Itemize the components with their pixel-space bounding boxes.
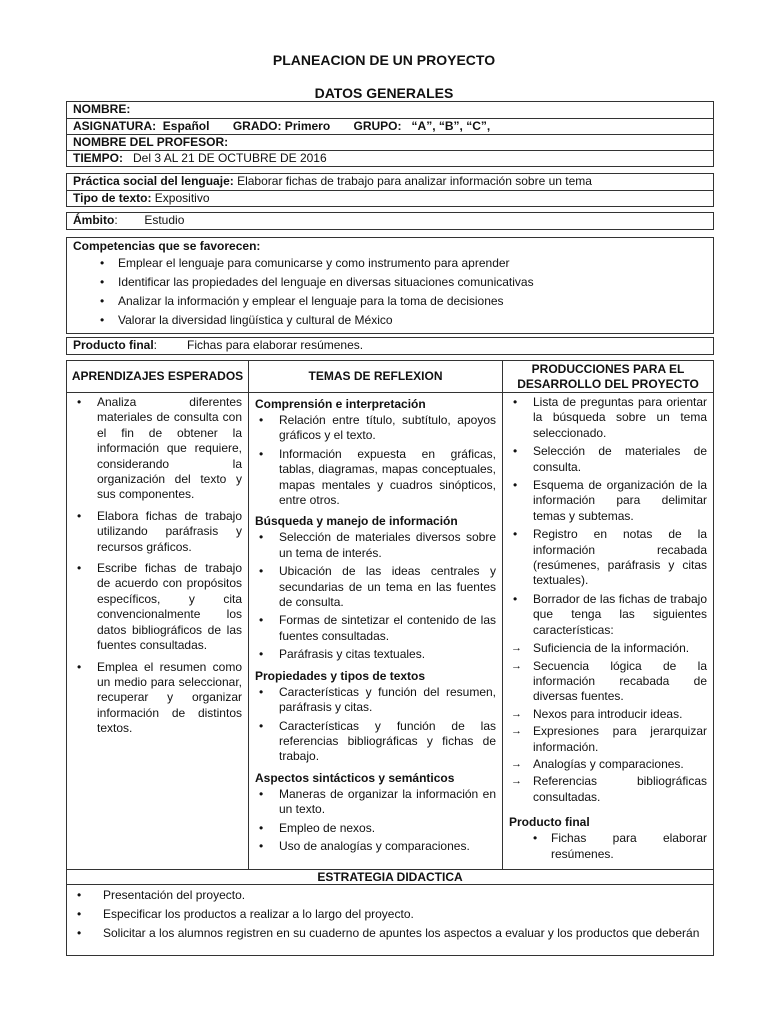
list-item: • Paráfrasis y citas textuales. — [255, 647, 496, 662]
asignatura-row: ASIGNATURA: Español GRADO: Primero GRUPO: “A”, “B”, “C”, — [67, 118, 713, 134]
list-item: • Analizar la información y emplear el lenguaje para la toma de decisiones — [73, 292, 707, 311]
list-item: • Información expuesta en gráficas, tablas, diagramas, mapas conceptuales, mapas mentales y cuadros sinópticos, entre otros. — [255, 447, 496, 509]
tema-list — [255, 413, 496, 508]
table-header — [67, 361, 713, 393]
producto-final-table — [66, 337, 714, 355]
list-item: • Selección de materiales de consulta. — [509, 444, 707, 475]
list-item: → Secuencia lógica de la información recabada de diversas fuentes. — [509, 659, 707, 705]
tipo-texto-row: Tipo de texto: Expositivo — [67, 190, 713, 206]
nombre-row: NOMBRE: — [73, 102, 131, 116]
list-item: • Lista de preguntas para orientar la búsqueda sobre un tema seleccionado. — [509, 395, 707, 441]
list-item: • Emplea el resumen como un medio para seleccionar, recuperar y organizar información de distintos textos. — [73, 660, 242, 737]
list-item: • Características y función del resumen, paráfrasis y citas. — [255, 685, 496, 716]
list-item: • Esquema de organización de la información para delimitar temas y subtemas. — [509, 478, 707, 524]
list-item: • Elabora fichas de trabajo utilizando paráfrasis y recursos gráficos. — [73, 509, 242, 555]
profesor-row: NOMBRE DEL PROFESOR: — [67, 134, 713, 150]
tema-heading: Búsqueda y manejo de información — [255, 514, 458, 529]
list-item: → Referencias bibliográficas consultadas. — [509, 774, 707, 805]
list-item: • Formas de sintetizar el contenido de las fuentes consultadas. — [255, 613, 496, 644]
tema-heading: Aspectos sintácticos y semánticos — [255, 770, 455, 785]
aprendizajes-list — [73, 395, 242, 737]
competencias-label: Competencias que se favorecen: — [73, 239, 261, 253]
list-item: → Suficiencia de la información. — [509, 641, 707, 656]
estrategia-heading: ESTRATEGIA DIDACTICA — [67, 869, 713, 885]
producciones-list — [509, 395, 707, 638]
producto-final-heading: Producto final — [509, 815, 590, 830]
list-item: → Nexos para introducir ideas. — [509, 707, 707, 722]
practica-table — [66, 173, 714, 207]
header-producciones: PRODUCCIONES PARA EL DESARROLLO DEL PROYECTO — [517, 361, 699, 391]
list-item: • Registro en notas de la información recabada (resúmenes, paráfrasis y citas textuales). — [509, 527, 707, 589]
ambito-table — [66, 212, 714, 230]
competencias-box — [66, 237, 714, 334]
list-item: • Uso de analogías y comparaciones. — [255, 839, 496, 854]
competencias-list — [73, 254, 707, 330]
list-item: • Fichas para elaborar resúmenes. — [509, 831, 707, 862]
tiempo-row: TIEMPO: Del 3 AL 21 DE OCTUBRE DE 2016 — [67, 150, 713, 166]
tema-list — [255, 530, 496, 662]
section-title: DATOS GENERALES — [314, 85, 454, 101]
tema-list — [255, 787, 496, 855]
list-item: • Emplear el lenguaje para comunicarse y como instrumento para aprender — [73, 254, 707, 273]
list-item: • Solicitar a los alumnos registren en su cuaderno de apuntes los aspectos a evaluar y los productos que deberán — [73, 924, 707, 943]
general-data-table — [66, 101, 714, 167]
producto-final-row: Producto final: Fichas para elaborar resúmenes. — [73, 338, 364, 352]
page-title: PLANEACION DE UN PROYECTO — [272, 52, 496, 68]
list-item: • Presentación del proyecto. — [73, 886, 707, 905]
estrategia-list — [73, 886, 707, 943]
header-aprendizajes: APRENDIZAJES ESPERADOS — [67, 361, 249, 392]
list-item: • Ubicación de las ideas centrales y secundarias de un tema en las fuentes de consulta. — [255, 564, 496, 610]
list-item: • Analiza diferentes materiales de consulta con el fin de obtener la información que requiere, considerando la organización del texto y sus componentes. — [73, 395, 242, 503]
temas-cell — [249, 393, 503, 869]
ambito-row: Ámbito: Estudio — [73, 213, 185, 227]
list-item: • Selección de materiales diversos sobre un tema de interés. — [255, 530, 496, 561]
planning-table — [66, 360, 714, 956]
list-item: • Características y función de las referencias bibliográficas y fichas de trabajo. — [255, 719, 496, 765]
aprendizajes-cell — [67, 393, 249, 869]
producciones-cell — [503, 393, 713, 869]
list-item: • Relación entre título, subtítulo, apoyos gráficos y el texto. — [255, 413, 496, 444]
tema-heading: Propiedades y tipos de textos — [255, 668, 426, 683]
header-temas: TEMAS DE REFLEXION — [249, 361, 503, 392]
list-item: • Identificar las propiedades del lenguaje en diversas situaciones comunicativas — [73, 273, 707, 292]
list-item: • Borrador de las fichas de trabajo que tenga las siguientes características: — [509, 592, 707, 638]
producto-final-list — [509, 831, 707, 862]
caracteristicas-list — [509, 641, 707, 805]
list-item: • Especificar los productos a realizar a lo largo del proyecto. — [73, 905, 707, 924]
list-item: • Empleo de nexos. — [255, 821, 496, 836]
table-body — [67, 393, 713, 869]
tema-heading: Comprensión e interpretación — [255, 397, 426, 411]
estrategia-cell — [67, 885, 713, 955]
tema-list — [255, 685, 496, 765]
practica-row: Práctica social del lenguaje: Elaborar fichas de trabajo para analizar información sobre un tema — [73, 174, 592, 188]
list-item: • Valorar la diversidad lingüística y cultural de México — [73, 311, 707, 330]
list-item: → Analogías y comparaciones. — [509, 757, 707, 772]
list-item: → Expresiones para jerarquizar información. — [509, 724, 707, 755]
list-item: • Escribe fichas de trabajo de acuerdo con propósitos específicos, y cita convencionalmente los datos bibliográficos de las fuentes consultadas. — [73, 561, 242, 653]
list-item: • Maneras de organizar la información en un texto. — [255, 787, 496, 818]
